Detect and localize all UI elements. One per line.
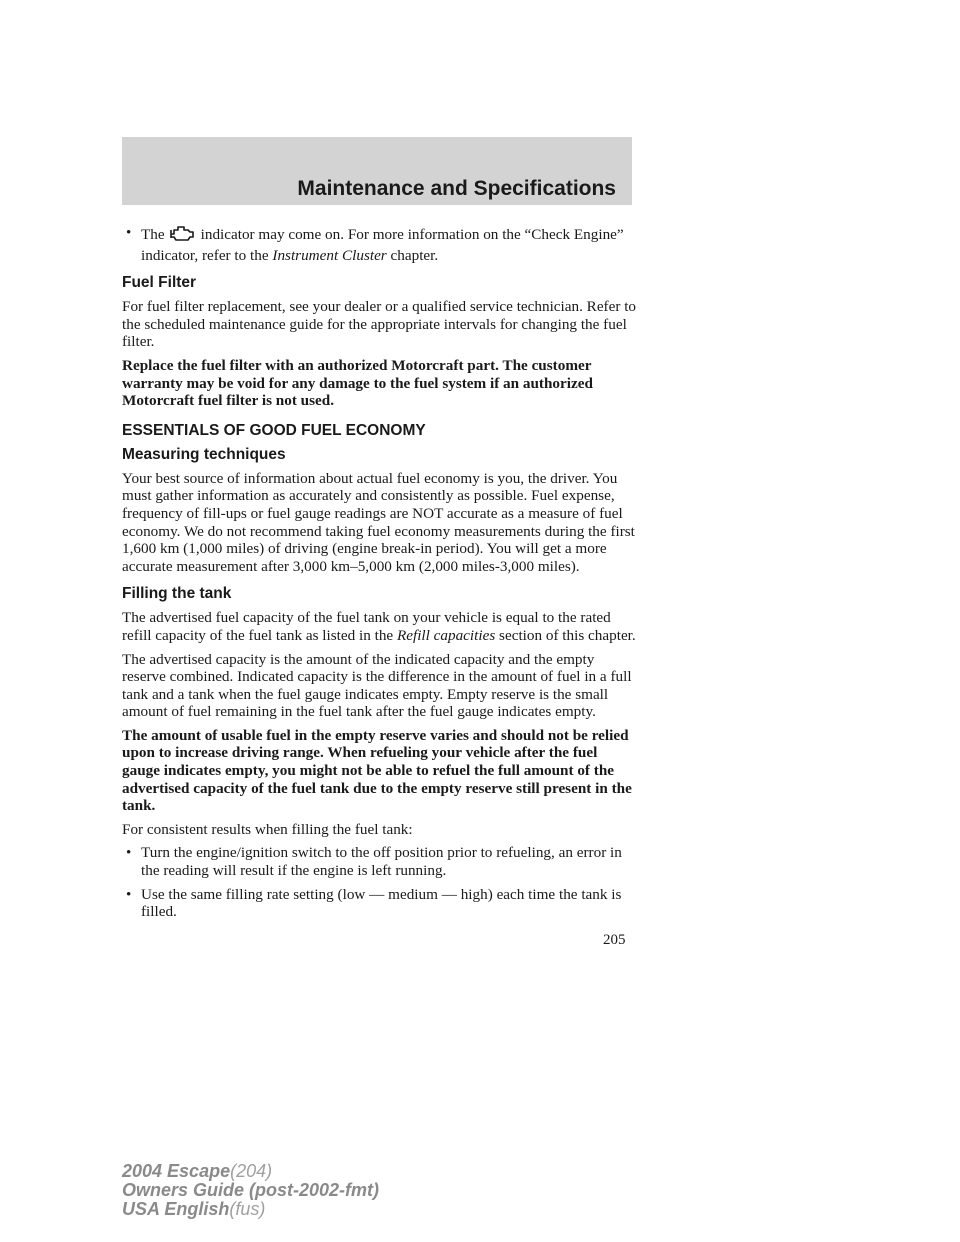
bullet-dot: • — [126, 885, 132, 903]
page-content — [122, 224, 638, 927]
section-header — [122, 137, 632, 205]
refill-capacities-ref: Refill capacities — [396, 626, 496, 644]
section-title: Maintenance and Specifications — [297, 177, 616, 200]
fuel-filter-body: For fuel filter replacement, see your dealer or a qualified service technician. Refer to the scheduled maintenance guide for the appropriate intervals for changing the fuel filter. — [122, 298, 637, 351]
essentials-heading: ESSENTIALS OF GOOD FUEL ECONOMY — [122, 421, 426, 439]
list-item — [122, 886, 638, 921]
bullet-text-end: chapter. — [386, 246, 439, 264]
footer-line-2 — [122, 1181, 379, 1200]
footer-model-code: (204) — [230, 1161, 273, 1181]
filling-paragraph-1 — [122, 609, 638, 644]
bullet-dot: • — [126, 224, 132, 241]
footer-language: USA English — [122, 1199, 230, 1219]
filling-paragraph-2: The advertised capacity is the amount of the indicated capacity and the empty reserve combined. Indicated capacity is the difference in the amount of fuel in a full tank and a tank when the fuel gauge indicates empty. Empty reserve is the small amount of fuel remaining in the fuel tank after the fuel gauge indicates empty. — [122, 650, 632, 721]
list-item-text: Turn the engine/ignition switch to the off position prior to refueling, an error in the reading will result if the engine is left running. — [141, 844, 622, 880]
filling-p1-post: section of this chapter. — [495, 626, 636, 644]
check-engine-bullet — [122, 224, 638, 264]
bullet-text-post: indicator may come on. For more information on the “Check Engine” indicator, refer to the — [141, 226, 624, 264]
footer-guide: Owners Guide (post-2002-fmt) — [122, 1180, 380, 1200]
fuel-filter-heading: Fuel Filter — [122, 274, 197, 292]
page-number: 205 — [603, 932, 626, 948]
instrument-cluster-ref: Instrument Cluster — [272, 246, 387, 264]
list-item-text: Use the same filling rate setting (low — medium — high) each time the tank is filled. — [141, 885, 622, 921]
bullet-text-pre: The — [141, 226, 165, 243]
footer-line-3 — [122, 1200, 379, 1219]
filling-heading: Filling the tank — [122, 585, 232, 603]
list-item — [122, 844, 638, 879]
bullet-dot: • — [126, 844, 132, 862]
footer-model: 2004 Escape — [122, 1161, 231, 1181]
measuring-body: Your best source of information about actual fuel economy is you, the driver. You must gather information as accurately and consistently as possible. Fuel expense, frequency of fill-ups or fuel gauge readings are NOT accurate as a measure of fuel economy. We do not recommend taking fuel economy measurements during the first 1,600 km (1,000 miles) of driving (engine break-in period). You will get a more accurate measurement after 3,000 km–5,000 km (2,000 miles-3,000 miles). — [122, 469, 635, 575]
footer — [122, 1162, 379, 1219]
footer-language-code: (fus) — [229, 1199, 266, 1219]
footer-line-1 — [122, 1162, 379, 1181]
measuring-heading: Measuring techniques — [122, 445, 286, 463]
check-engine-icon — [168, 224, 196, 247]
filling-lead: For consistent results when filling the fuel tank: — [122, 820, 413, 838]
filling-p1-pre: The advertised fuel capacity of the fuel tank on your vehicle is equal to the rated refill capacity of the fuel tank as listed in the — [122, 609, 611, 644]
fuel-filter-warning: Replace the fuel filter with an authorized Motorcraft part. The customer warranty may be void for any damage to the fuel system if an authorized Motorcraft fuel filter is not used. — [122, 356, 593, 410]
filling-warning: The amount of usable fuel in the empty reserve varies and should not be relied upon to increase driving range. When refueling your vehicle after the fuel gauge indicates empty, you might not be able to refuel the full amount of the advertised capacity of the fuel tank due to the empty reserve still present in the tank. — [122, 726, 632, 815]
